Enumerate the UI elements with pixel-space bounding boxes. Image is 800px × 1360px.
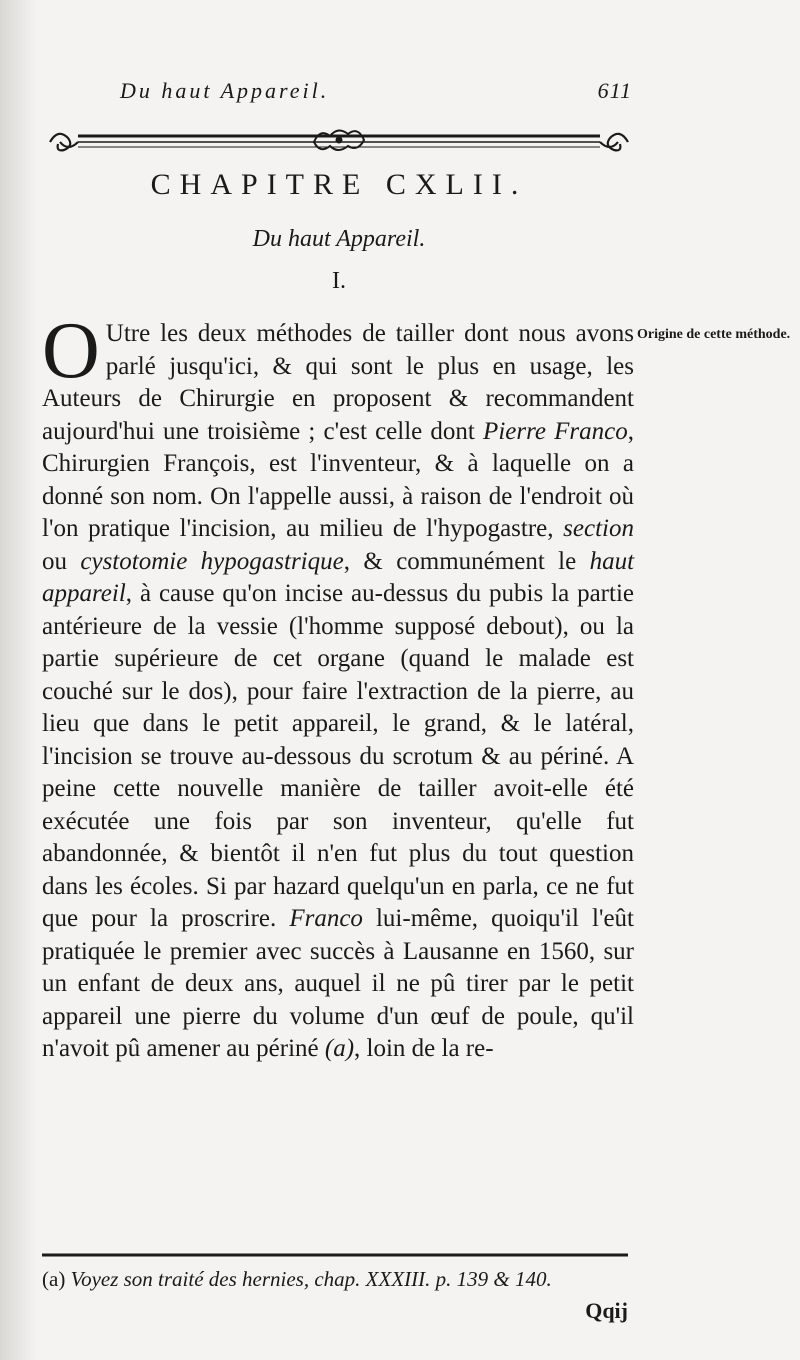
margin-note: Origine de cette méthode. — [637, 327, 791, 342]
italic-name: Pierre Franco — [483, 417, 628, 445]
text-run: lui-même, quoiqu'il l'eût pratiquée le premier avec succès à Lausanne en 1560, sur un enfant de deux ans, auquel il ne pû tirer par le petit appareil une pierre du volume d'un œuf de poule, qu'il n'avoit pû amener au périné — [42, 905, 634, 1062]
chapter-title: CHAPITRE CXLII. — [150, 168, 528, 201]
text-run: , à cause qu'on incise au-dessus du pubis la partie antérieure de la vessie (l'homme supposé debout), ou la partie supérieure de cet organe (quand le malade est couché sur le dos), pour faire l'extraction de la pierre, au lieu que dans le petit appareil, le grand, & le latéral, l'incision se trouve au-dessous du scrotum & au périné. A peine cette nouvelle manière de tailler avoit-elle été exécutée une fois par son inventeur, qu'elle fut abandonnée, & bientôt il n'en fut plus du tout question dans les écoles. Si par hazard quelqu'un en parla, ce ne fut que pour la proscrire. — [42, 580, 634, 932]
text-run: , loin de la re- — [354, 1035, 494, 1062]
section-number: I. — [332, 268, 346, 294]
italic-name: Franco — [289, 905, 363, 932]
running-title: Du haut Appareil. — [120, 78, 330, 103]
text-run: , & communément le — [343, 547, 590, 575]
footnote-marker: (a) — [42, 1267, 66, 1291]
italic-term: haut appareil — [42, 547, 635, 607]
text-run: , Chirurgien François, est l'inventeur, & à laquelle on a donné son nom. On l'appelle aussi, à raison de l'endroit où l'on pratique l'incision, au milieu de l'hypogastre, — [42, 417, 634, 542]
italic-term: section — [563, 515, 634, 542]
page-header — [120, 78, 632, 118]
ornament-divider — [46, 122, 632, 162]
chapter-subtitle: Du haut Appareil. — [252, 226, 426, 252]
text-run: ou — [42, 547, 81, 575]
footnote-rule — [42, 1252, 628, 1258]
footnote — [42, 1266, 634, 1292]
gutter-shadow — [0, 0, 36, 1360]
text-run: Utre les deux méthodes de tailler dont nous avons parlé jusqu'ici, & qui sont le plus en usage, les Auteurs de Chirurgie en proposent & recommandent aujourd'hui une troisième ; c'est celle dont — [42, 320, 634, 445]
italic-term: cystotomie hypogastrique — [80, 547, 344, 575]
page-number: 611 — [597, 78, 632, 103]
drop-cap: O — [42, 307, 100, 395]
signature-mark: Qqij — [585, 1298, 628, 1323]
footnote-reference: (a) — [324, 1035, 355, 1062]
footnote-text: Voyez son traité des hernies, chap. XXXIII. p. 139 & 140. — [65, 1267, 552, 1291]
body-paragraph — [42, 307, 635, 1066]
